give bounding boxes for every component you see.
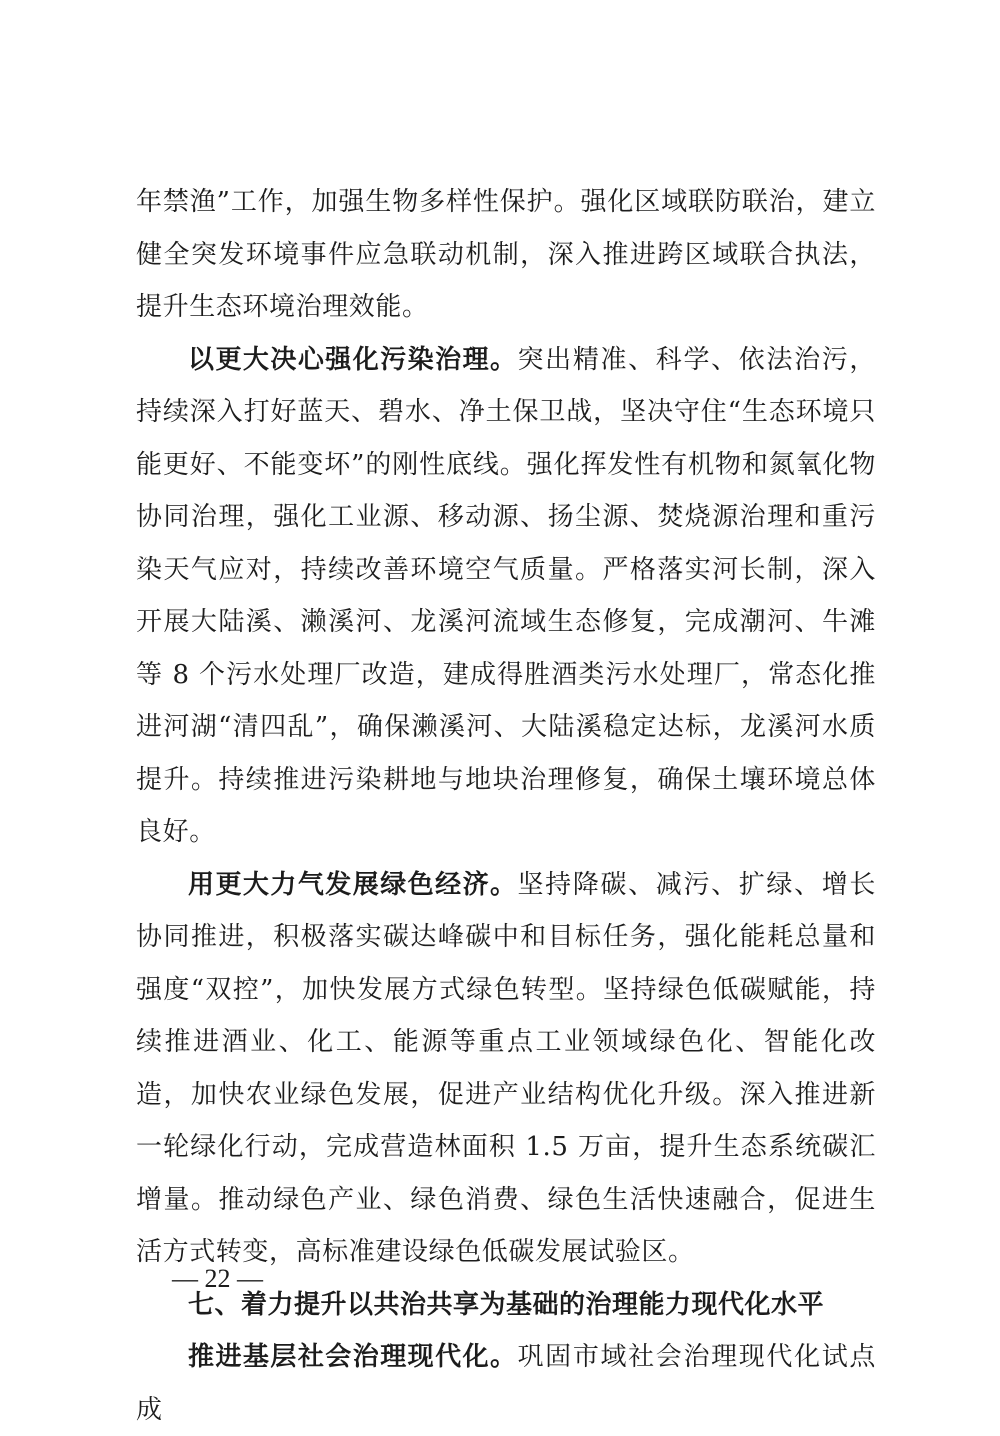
document-page	[136, 176, 876, 1436]
paragraph-green-economy	[136, 859, 876, 1279]
paragraph-body: 突出精准、科学、依法治污，持续深入打好蓝天、碧水、净土保卫战，坚决守住“生态环境只能更好、不能变坏”的刚性底线。强化挥发性有机物和氮氧化物协同治理，强化工业源、移动源、扬尘源、焚烧源治理和重污染天气应对，持续改善环境空气质量。严格落实河长制，深入开展大陆溪、濑溪河、龙溪河流域生态修复，完成潮河、牛滩等 8 个污水处理厂改造，建成得胜酒类污水处理厂，常态化推进河湖“清四乱”，确保濑溪河、大陆溪稳定达标，龙溪河水质提升。持续推进污染耕地与地块治理修复，确保土壤环境总体良好。	[136, 344, 876, 847]
paragraph-pollution-control	[136, 334, 876, 859]
paragraph-grassroots-governance	[136, 1331, 876, 1436]
section-heading: 七、着力提升以共治共享为基础的治理能力现代化水平	[188, 1289, 825, 1320]
paragraph-lead: 推进基层社会治理现代化。	[188, 1342, 518, 1372]
paragraph-body: 坚持降碳、减污、扩绿、增长协同推进，积极落实碳达峰碳中和目标任务，强化能耗总量和强度“双控”，加快发展方式绿色转型。坚持绿色低碳赋能，持续推进酒业、化工、能源等重点工业领域绿色化、智能化改造，加快农业绿色发展，促进产业结构优化升级。深入推进新一轮绿化行动，完成营造林面积 1.5 万亩，提升生态系统碳汇增量。推动绿色产业、绿色消费、绿色生活快速融合，促进生活方式转变，高标准建设绿色低碳发展试验区。	[136, 869, 876, 1267]
paragraph-body: 巩固市域社会治理现代化试点成	[136, 1342, 876, 1425]
paragraph-lead: 以更大决心强化污染治理。	[188, 344, 518, 375]
paragraph-body: 年禁渔”工作，加强生物多样性保护。强化区域联防联治，建立健全突发环境事件应急联动机制，深入推进跨区域联合执法，提升生态环境治理效能。	[136, 187, 876, 322]
page-number: — 22 —	[172, 1264, 263, 1293]
paragraph-ecology-protection	[136, 176, 876, 334]
paragraph-lead: 用更大力气发展绿色经济。	[188, 869, 518, 900]
